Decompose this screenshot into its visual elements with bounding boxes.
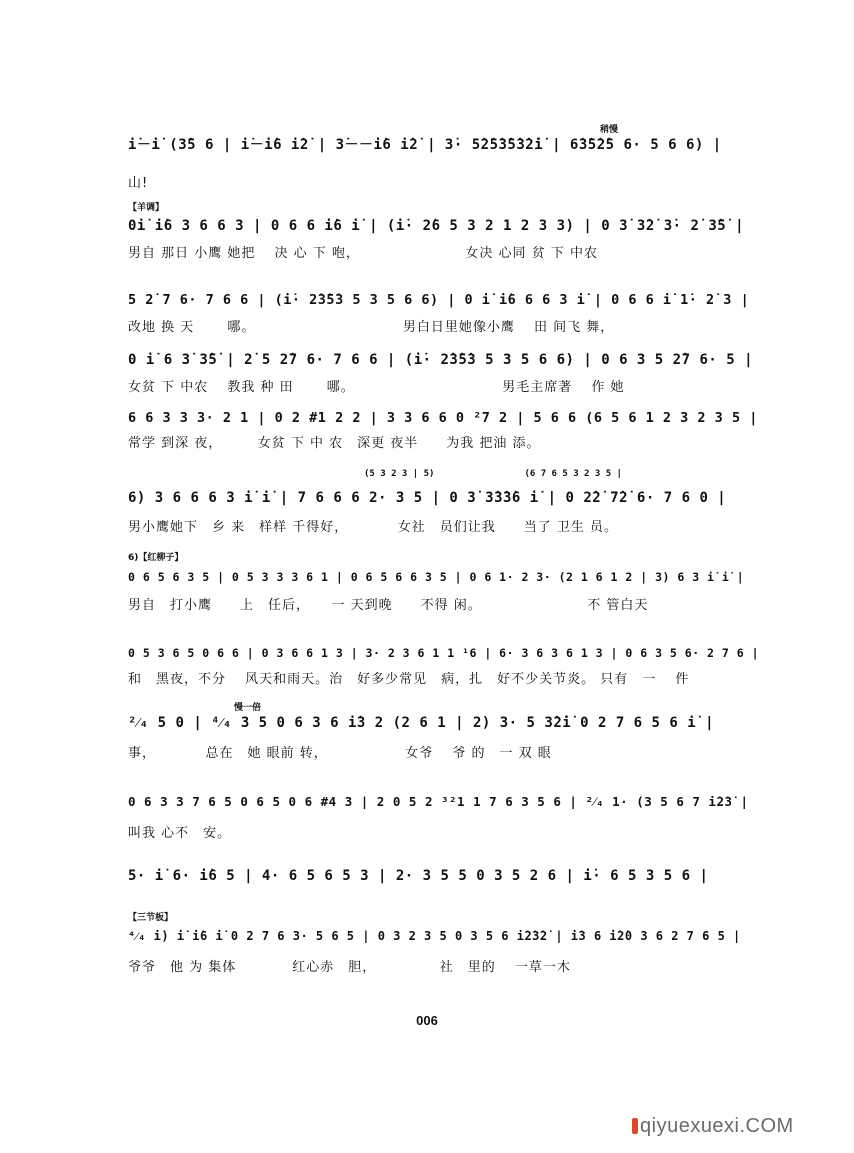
page-number: 006 [416,1013,438,1028]
section-mark: 【三节板】 [128,913,174,923]
section-mark: 6)【红柳子】 [128,553,184,563]
notation-row: 5 2̇ 7 6· 7 6 6 | (i̇· 2̇3̇5̇3 5 3 5 6 6) | 0 i̇ i̇6 6 6 3 i̇ | 0 6 6 i̇ 1̇· 2̇ 3 | [128,292,750,308]
lyric-row: 女贫 下 中农 教我 种 田 哪。 男毛主席著 作 她 [128,380,625,395]
notation-row: ⁴⁄₄ i̇) i̇ i̇6 i̇ 0 2 7 6 3· 5 6 5 | 0 3 2 3 5 0 3 5 6 i̇2̇3̇2̇ | i̇3 6 i̇2̇0 3 6 2 7 6 5 | [128,929,741,943]
notation-row: 0i̇ i̇6 3 6 6 3 | 0 6 6 i̇6 i̇ | (i̇· 2̇6 5 3 2 1 2 3 3) | 0 3̇ 3̇2̇ 3̇· 2̇ 3̇5̇ | [128,218,745,234]
lyric-row: 和 黑夜，不分 风天和雨天。治 好多少常见 病，扎 好不少关节炎。 只有 一 件 [128,672,690,687]
lyric-row: 事， 总在 她 眼前 转， 女爷 爷 的 一 双 眼 [128,746,552,761]
section-mark: 【羊调】 [128,203,165,213]
notation-row: 0 5 3 6 5 0 6 6 | 0 3 6 6 1 3 | 3· 2 3 6 1 1 ¹6 | 6· 3 6 3 6 1 3 | 0 6 3 5 6· 2 7 6 | [128,646,760,660]
notation-row: 6 6 3 3 3· 2 1 | 0 2 #1 2 2 | 3 3 6 6 0 ²7 2 | 5 6 6 (6 5 6 1 2 3 2 3 5 | [128,410,758,426]
watermark-text: qiyuexuexi.COM [640,1115,794,1137]
tempo-mark: 慢一倍 [234,703,262,713]
notation-row: 0 6 5 6 3 5 | 0 5 3 3 3 6 1 | 0 6 5 6 6 3 5 | 0 6 1· 2 3· (2 1 6 1 2 | 3) 6 3 i̇ i̇ | [128,570,745,584]
lyric-row: 改地 换 天 哪。 男白日里她像小鹰 田 间飞 舞， [128,320,615,335]
lyric-row: 男自 那日 小鹰 她把 决 心 下 咆， 女决 心同 贫 下 中农 [128,246,598,261]
notation-row: ²⁄₄ 5 0 | ⁴⁄₄ 3 5 0 6 3 6 i̇3 2 (2 6 1 | 2) 3· 5 3̇2̇i̇ 0 2 7 6 5 6 i̇ | [128,715,715,731]
notation-row: 5· i̇ 6· i̇6 5 | 4· 6 5 6 5 3 | 2· 3 5 5 0 3 5 2 6 | i̇· 6 5 3 5 6 | [128,868,709,884]
lyric-row: 男小鹰她下 乡 来 样样 千得好， 女社 员们让我 当了 卫生 员。 [128,520,619,535]
lyric-row: 爷爷 他 为 集体 红心赤 胆， 社 里的 一草一木 [128,960,571,975]
notation-row: 0 6 3 3 7 6 5 0 6 5 0 6 #4 3 | 2 0 5 2 ³²1 1 7 6 3 5 6 | ²⁄₄ 1· (3 5 6 7 i̇2̇3̇ | [128,794,749,809]
tempo-mark: 稍慢 [600,125,619,135]
notation-row: i̇－i̇ (3̇5 6 | i̇－i̇6 i̇2̇ | 3̇－－i̇6 i̇2̇ | 3̇· 5̇2̇5̇3̇5̇3̇2̇i̇ | 6̇3̇5̇2̇5 6· 5 6 6) | [128,137,722,153]
site-watermark [632,1115,794,1138]
lyric-row: 山! [128,176,149,191]
watermark-logo-icon [632,1118,638,1134]
lyric-row: 叫我 心不 安。 [128,826,232,841]
notation-row: 6) 3 6 6 6 3 i̇ i̇ | 7 6 6 6 2· 3 5 | 0 3̇ 3̇3̇3̇6 i̇ | 0 2̇2̇ 7̇2̇ 6· 7 6 0 | [128,490,727,506]
notation-row: 0 i̇ 6 3̇ 3̇5̇ | 2̇ 5 2̇7 6· 7 6 6 | (i̇· 2̇3̇5̇3 5 3 5 6 6) | 0 6 3 5 2̇7 6· 5 | [128,352,754,368]
lyric-row: 男自 打小鹰 上 任后， 一 天到晚 不得 闲。 不 管白天 [128,598,649,613]
lyric-row: 常学 到深 夜， 女贫 下 中 农 深更 夜半 为我 把油 添。 [128,436,541,451]
bracketed-notes: (5 3 2 3 | 5) (6 7 6 5 3 2 3 5 | [364,469,622,479]
